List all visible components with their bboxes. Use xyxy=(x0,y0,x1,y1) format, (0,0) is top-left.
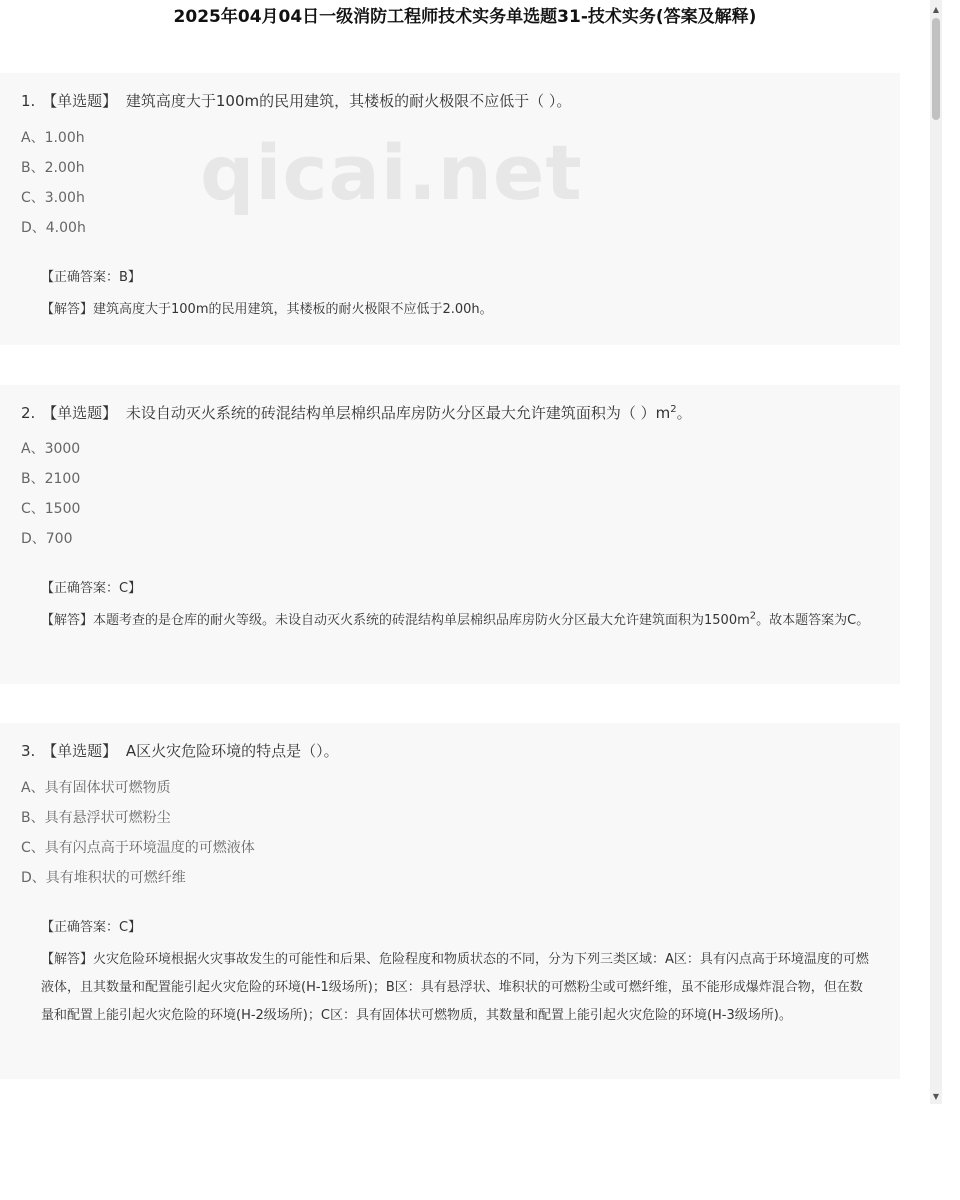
scrollbar-thumb[interactable] xyxy=(932,18,940,120)
question-text: 建筑高度大于100m的民用建筑，其楼板的耐火极限不应低于（ ）。 xyxy=(125,92,572,110)
question-number: 3. xyxy=(21,742,36,760)
option-b[interactable]: B、2100 xyxy=(21,471,81,487)
explanation xyxy=(41,607,871,635)
question-text: A区火灾危险环境的特点是（）。 xyxy=(125,742,339,760)
option-a[interactable]: A、3000 xyxy=(21,441,81,457)
option-d[interactable]: D、700 xyxy=(21,531,73,547)
option-d[interactable]: D、4.00h xyxy=(21,220,86,236)
question-stem xyxy=(21,90,880,111)
question-type: 【单选题】 xyxy=(42,404,118,422)
question-type: 【单选题】 xyxy=(42,742,118,760)
question-type: 【单选题】 xyxy=(42,92,118,110)
option-c[interactable]: C、具有闪点高于环境温度的可燃液体 xyxy=(21,840,255,856)
question-number: 2. xyxy=(21,404,36,422)
question-card-1 xyxy=(0,73,900,345)
question-stem xyxy=(21,740,880,761)
question-text: 未设自动灭火系统的砖混结构单层棉织品库房防火分区最大允许建筑面积为（ ）m xyxy=(125,404,671,422)
option-b[interactable]: B、具有悬浮状可燃粉尘 xyxy=(21,810,171,826)
question-stem xyxy=(21,402,880,423)
scroll-down-arrow-icon[interactable]: ▼ xyxy=(932,1092,940,1101)
question-card-2 xyxy=(0,385,900,684)
watermark: qicai.net xyxy=(200,128,583,217)
explanation-text-end: 。故本题答案为C。 xyxy=(756,613,870,628)
option-a[interactable]: A、具有固体状可燃物质 xyxy=(21,780,171,796)
option-c[interactable]: C、3.00h xyxy=(21,190,85,206)
superscript: 2 xyxy=(749,610,757,622)
correct-answer: 【正确答案：B】 xyxy=(41,270,141,285)
explanation-text: 【解答】本题考查的是仓库的耐火等级。未设自动灭火系统的砖混结构单层棉织品库房防火分区最大允许建筑面积为1500m xyxy=(41,613,750,628)
question-number: 1. xyxy=(21,92,36,110)
page-title: 2025年04月04日一级消防工程师技术实务单选题31-技术实务(答案及解释) xyxy=(173,7,757,27)
explanation: 【解答】火灾危险环境根据火灾事故发生的可能性和后果、危险程度和物质状态的不同，分为下列三类区域：A区：具有闪点高于环境温度的可燃液体，且其数量和配置能引起火灾危险的环境(H-1级场所)；B区：具有悬浮状、堆积状的可燃粉尘或可燃纤维，虽不能形成爆炸混合物，但在数量和配置上能引起火灾危险的环境(H-2级场所)；C区：具有固体状可燃物质，其数量和配置上能引起火灾危险的环境(H-3级场所)。 xyxy=(41,952,869,1023)
option-c[interactable]: C、1500 xyxy=(21,501,81,517)
superscript: 2 xyxy=(670,404,677,415)
vertical-scrollbar[interactable] xyxy=(930,0,942,1104)
option-b[interactable]: B、2.00h xyxy=(21,160,85,176)
scroll-up-arrow-icon[interactable]: ▲ xyxy=(932,5,940,14)
correct-answer: 【正确答案：C】 xyxy=(41,920,142,935)
explanation: 【解答】建筑高度大于100m的民用建筑，其楼板的耐火极限不应低于2.00h。 xyxy=(41,302,493,317)
option-d[interactable]: D、具有堆积状的可燃纤维 xyxy=(21,870,186,886)
question-card-3 xyxy=(0,723,900,1079)
question-text-end: 。 xyxy=(676,404,692,422)
correct-answer: 【正确答案：C】 xyxy=(41,581,142,596)
option-a[interactable]: A、1.00h xyxy=(21,130,85,146)
